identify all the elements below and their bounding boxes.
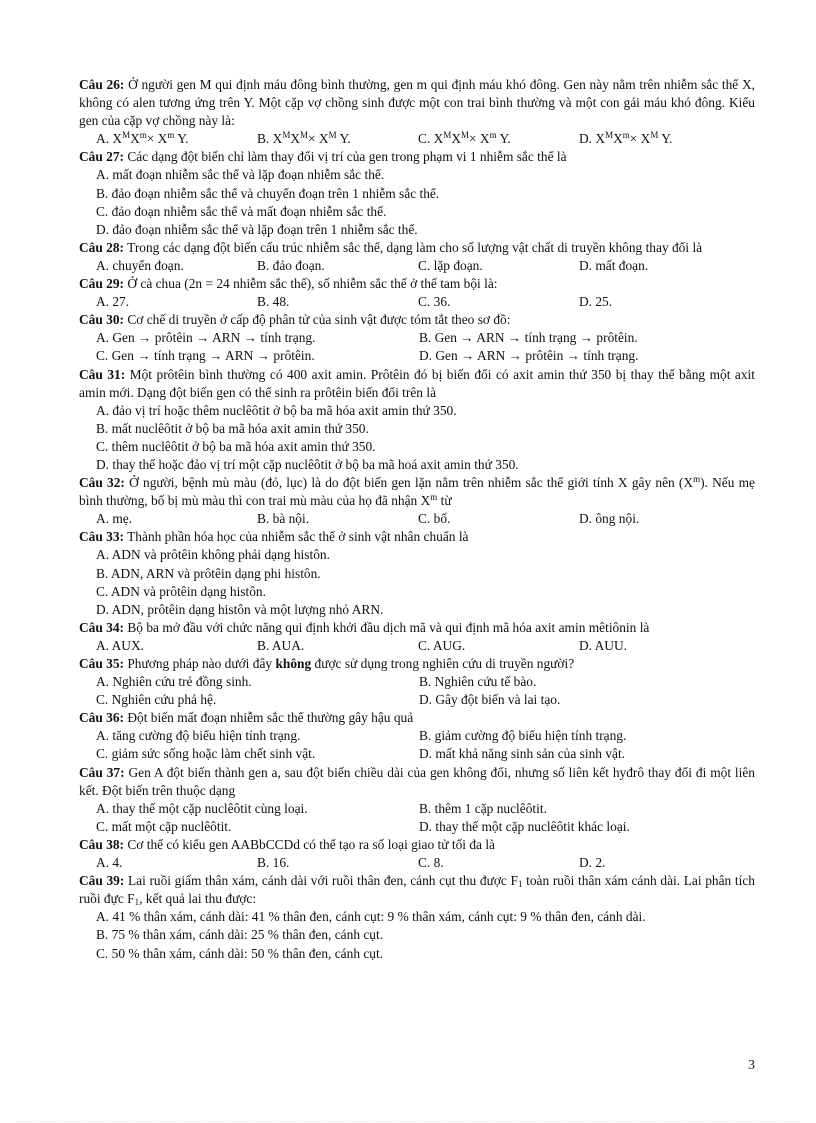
question-number: Câu 26: bbox=[79, 77, 125, 92]
question-stem: Câu 28: Trong các dạng đột biến cấu trúc nhiễm sắc thể, dạng làm cho số lượng vật chất di truyền không thay đổi là bbox=[79, 239, 703, 255]
option-a: A. tăng cường độ biểu hiện tính trạng. bbox=[96, 728, 301, 744]
option-d: D. 25. bbox=[579, 294, 613, 310]
option-d: D. thay thế hoặc đảo vị trí một cặp nuclêôtit ở bộ ba mã hoá axit amin thứ 350. bbox=[96, 456, 519, 472]
options-row bbox=[79, 329, 755, 347]
options-row bbox=[79, 691, 755, 709]
page-bottom-border bbox=[16, 1121, 800, 1122]
option-d: D. mất khả năng sinh sản của sinh vật. bbox=[419, 746, 626, 762]
option-a: A. chuyển đoạn. bbox=[96, 257, 184, 273]
question-number: Câu 33: bbox=[79, 529, 125, 545]
question-stem: Câu 39: Lai ruồi giấm thân xám, cánh dài với ruồi thân đen, cánh cụt thu được $F_1$ toàn ruồi thân xám cánh dài. Lai phân tích ruồi đực $F_1$, kết quả lai thu được: bbox=[79, 873, 755, 908]
question-29 bbox=[79, 275, 755, 311]
question-stem: Câu 34: Bộ ba mở đầu với chức năng qui định khởi đầu dịch mã và qui định mã hóa axit amin mêtiônin là bbox=[79, 619, 650, 635]
exam-page bbox=[79, 76, 755, 963]
question-stem: Câu 32: Ở người, bệnh mù màu (đỏ, lục) là do đột biến gen lặn nằm trên nhiễm sắc thể giới tính X gây nên $(X^m)$. Nếu mẹ bình thường, bố bị mù màu thì con trai mù màu của họ đã nhận $X^m$ từ bbox=[79, 474, 755, 509]
option-a: A. thay thế một cặp nuclêôtit cùng loại. bbox=[96, 800, 308, 816]
question-28 bbox=[79, 239, 755, 275]
option-b: B. đảo đoạn nhiễm sắc thể và chuyển đoạn trên 1 nhiễm sắc thể. bbox=[96, 185, 440, 201]
option-d: D. Gen → ARN → prôtêin → tính trạng. bbox=[419, 348, 639, 364]
option-b: B. 48. bbox=[257, 294, 290, 310]
option-a: A. 41 % thân xám, cánh dài: 41 % thân đen, cánh cụt: 9 % thân xám, cánh cụt: 9 % thân đen, cánh dài. bbox=[96, 909, 646, 925]
option-c: C. 8. bbox=[418, 855, 444, 871]
question-stem: Câu 33: Thành phần hóa học của nhiễm sắc thể ở sinh vật nhân chuẩn là bbox=[79, 529, 469, 545]
question-stem: Câu 30: Cơ chế di truyền ở cấp độ phân tử của sinh vật được tóm tắt theo sơ đồ: bbox=[79, 312, 511, 328]
option-a: A. đảo vị trí hoặc thêm nuclêôtit ở bộ ba mã hóa axit amin thứ 350. bbox=[96, 402, 457, 418]
question-number: Câu 27: bbox=[79, 149, 125, 165]
question-33 bbox=[79, 528, 755, 618]
option-a: A. AUX. bbox=[96, 637, 144, 653]
question-stem: Câu 35: Phương pháp nào dưới đây không được sử dụng trong nghiên cứu di truyền người? bbox=[79, 656, 575, 671]
question-stem: Câu 37: Gen A đột biến thành gen a, sau đột biến chiều dài của gen không đổi, nhưng số liên kết hyđrô thay đổi đi một liên kết. Đột biến trên thuộc dạng bbox=[79, 764, 756, 798]
option-c: C. 50 % thân xám, cánh dài: 50 % thân đen, cánh cụt. bbox=[96, 945, 384, 961]
option-a: A. mẹ. bbox=[96, 511, 133, 527]
option-c: C. giảm sức sống hoặc làm chết sinh vật. bbox=[96, 746, 316, 762]
option-a: A. 4. bbox=[96, 855, 123, 871]
question-stem: Câu 36: Đột biến mất đoạn nhiễm sắc thể thường gây hậu quả bbox=[79, 710, 414, 726]
option-c: C. lặp đoạn. bbox=[418, 257, 483, 273]
question-26 bbox=[79, 76, 755, 148]
option-b: B. bà nội. bbox=[257, 511, 310, 527]
option-a: A. $X^MX^m\times X^m$ Y. bbox=[96, 130, 189, 147]
option-d: D. AUU. bbox=[579, 637, 627, 653]
question-stem: Câu 29: Ở cà chua (2n = 24 nhiễm sắc thế), số nhiễm sắc thế ở thế tam bội là: bbox=[79, 276, 498, 292]
option-b: B. giảm cường độ biểu hiện tính trạng. bbox=[419, 728, 627, 744]
question-number: Câu 31: bbox=[79, 366, 126, 382]
options-row bbox=[79, 130, 755, 148]
question-39 bbox=[79, 872, 755, 962]
question-37 bbox=[79, 764, 755, 836]
options-row bbox=[79, 257, 755, 275]
question-stem: Câu 27: Các dạng đột biến chỉ làm thay đổi vị trí của gen trong phạm vi 1 nhiễm sắc thể là bbox=[79, 149, 567, 165]
option-a: A. ADN và prôtêin không phải dạng histôn. bbox=[96, 547, 330, 563]
option-c: C. Nghiên cứu phả hệ. bbox=[96, 692, 217, 708]
options-row bbox=[79, 347, 755, 365]
option-c: C. đảo đoạn nhiễm sắc thể và mất đoạn nhiễm sắc thể. bbox=[96, 203, 387, 219]
question-number: Câu 39: bbox=[79, 873, 125, 889]
question-stem: Câu 26: Ở người gen M qui định máu đông bình thường, gen m qui định máu khó đông. Gen này nằm trên nhiễm sắc thể X, không có alen tương ứng trên Y. Một cặp vợ chồng sinh được một con trai bình thường và một con gái máu khó đông. Kiểu gen của cặp vợ chồng này là: bbox=[79, 77, 755, 129]
options-row bbox=[79, 293, 755, 311]
option-d: D. 2. bbox=[579, 855, 606, 871]
option-d: D. mất đoạn. bbox=[579, 257, 649, 273]
question-number: Câu 32: bbox=[79, 475, 125, 491]
option-d: D. ông nội. bbox=[579, 511, 640, 527]
option-a: A. mất đoạn nhiễm sắc thể và lặp đoạn nhiễm sắc thể. bbox=[96, 167, 385, 183]
page-number: 3 bbox=[748, 1058, 755, 1073]
question-number: Câu 34: bbox=[79, 619, 125, 635]
option-c: C. mất một cặp nuclêôtit. bbox=[96, 818, 232, 834]
question-30 bbox=[79, 311, 755, 365]
option-d: D. thay thế một cặp nuclêôtit khác loại. bbox=[419, 818, 630, 834]
option-c: C. $X^MX^M\times X^m$ Y. bbox=[418, 130, 511, 147]
option-b: B. 75 % thân xám, cánh dài: 25 % thân đen, cánh cụt. bbox=[96, 927, 384, 943]
option-b: B. Nghiên cứu tế bào. bbox=[419, 674, 537, 690]
option-c: C. AUG. bbox=[418, 637, 466, 653]
option-a: A. 27. bbox=[96, 294, 130, 310]
question-number: Câu 29: bbox=[79, 276, 125, 292]
option-a: A. Nghiên cứu trẻ đồng sinh. bbox=[96, 674, 252, 690]
options-row bbox=[79, 637, 755, 655]
option-b: B. mất nuclêôtit ở bộ ba mã hóa axit amin thứ 350. bbox=[96, 420, 369, 436]
option-c: C. ADN và prôtêin dạng histôn. bbox=[96, 583, 266, 599]
option-d: D. ADN, prôtêin dạng histôn và một lượng nhỏ ARN. bbox=[96, 601, 384, 617]
option-a: A. Gen → prôtêin → ARN → tính trạng. bbox=[96, 330, 316, 346]
option-b: B. 16. bbox=[257, 855, 290, 871]
question-35 bbox=[79, 655, 755, 709]
option-b: B. AUA. bbox=[257, 637, 305, 653]
options-row bbox=[79, 800, 755, 818]
option-c: C. thêm nuclêôtit ở bộ ba mã hóa axit amin thứ 350. bbox=[96, 438, 376, 454]
option-b: B. $X^MX^M\times X^M$ Y. bbox=[257, 130, 351, 147]
question-36 bbox=[79, 709, 755, 763]
option-c: C. Gen → tính trạng → ARN → prôtêin. bbox=[96, 348, 315, 364]
options-row bbox=[79, 818, 755, 836]
question-27 bbox=[79, 148, 755, 238]
option-b: B. thêm 1 cặp nuclêôtit. bbox=[419, 800, 547, 816]
options-row bbox=[79, 727, 755, 745]
option-d: D. Gây đột biến và lai tạo. bbox=[419, 692, 561, 708]
question-number: Câu 28: bbox=[79, 239, 125, 255]
question-number: Câu 35: bbox=[79, 656, 125, 671]
options-row bbox=[79, 673, 755, 691]
options-row bbox=[79, 510, 755, 528]
option-d: D. đảo đoạn nhiễm sắc thể và lặp đoạn trên 1 nhiễm sắc thể. bbox=[96, 221, 418, 237]
emphasis-not: không bbox=[275, 656, 312, 671]
option-c: C. bố. bbox=[418, 511, 451, 527]
option-b: B. ADN, ARN và prôtêin dạng phi histôn. bbox=[96, 565, 321, 581]
option-d: D. $X^MX^m\times X^M$ Y. bbox=[579, 130, 673, 147]
question-stem: Câu 38: Cơ thể có kiểu gen AABbCCDd có thể tạo ra số loại giao tử tối đa là bbox=[79, 836, 495, 852]
question-number: Câu 38: bbox=[79, 836, 125, 852]
question-number: Câu 37: bbox=[79, 764, 125, 780]
question-31 bbox=[79, 366, 755, 475]
question-number: Câu 30: bbox=[79, 312, 125, 328]
option-b: B. Gen → ARN → tính trạng → prôtêin. bbox=[419, 330, 638, 346]
question-38 bbox=[79, 836, 755, 872]
options-row bbox=[79, 745, 755, 763]
option-b: B. đảo đoạn. bbox=[257, 257, 325, 273]
question-32 bbox=[79, 474, 755, 528]
option-c: C. 36. bbox=[418, 294, 451, 310]
options-row bbox=[79, 854, 755, 872]
question-number: Câu 36: bbox=[79, 710, 125, 726]
question-stem: Câu 31: Một prôtêin bình thường có 400 axit amin. Prôtêin đó bị biến đổi có axit amin thứ 350 bị thay thế bằng một axit amin mới. Dạng đột biến gen có thể sinh ra prôtêin biến đổi trên là bbox=[79, 366, 755, 400]
question-34 bbox=[79, 619, 755, 655]
